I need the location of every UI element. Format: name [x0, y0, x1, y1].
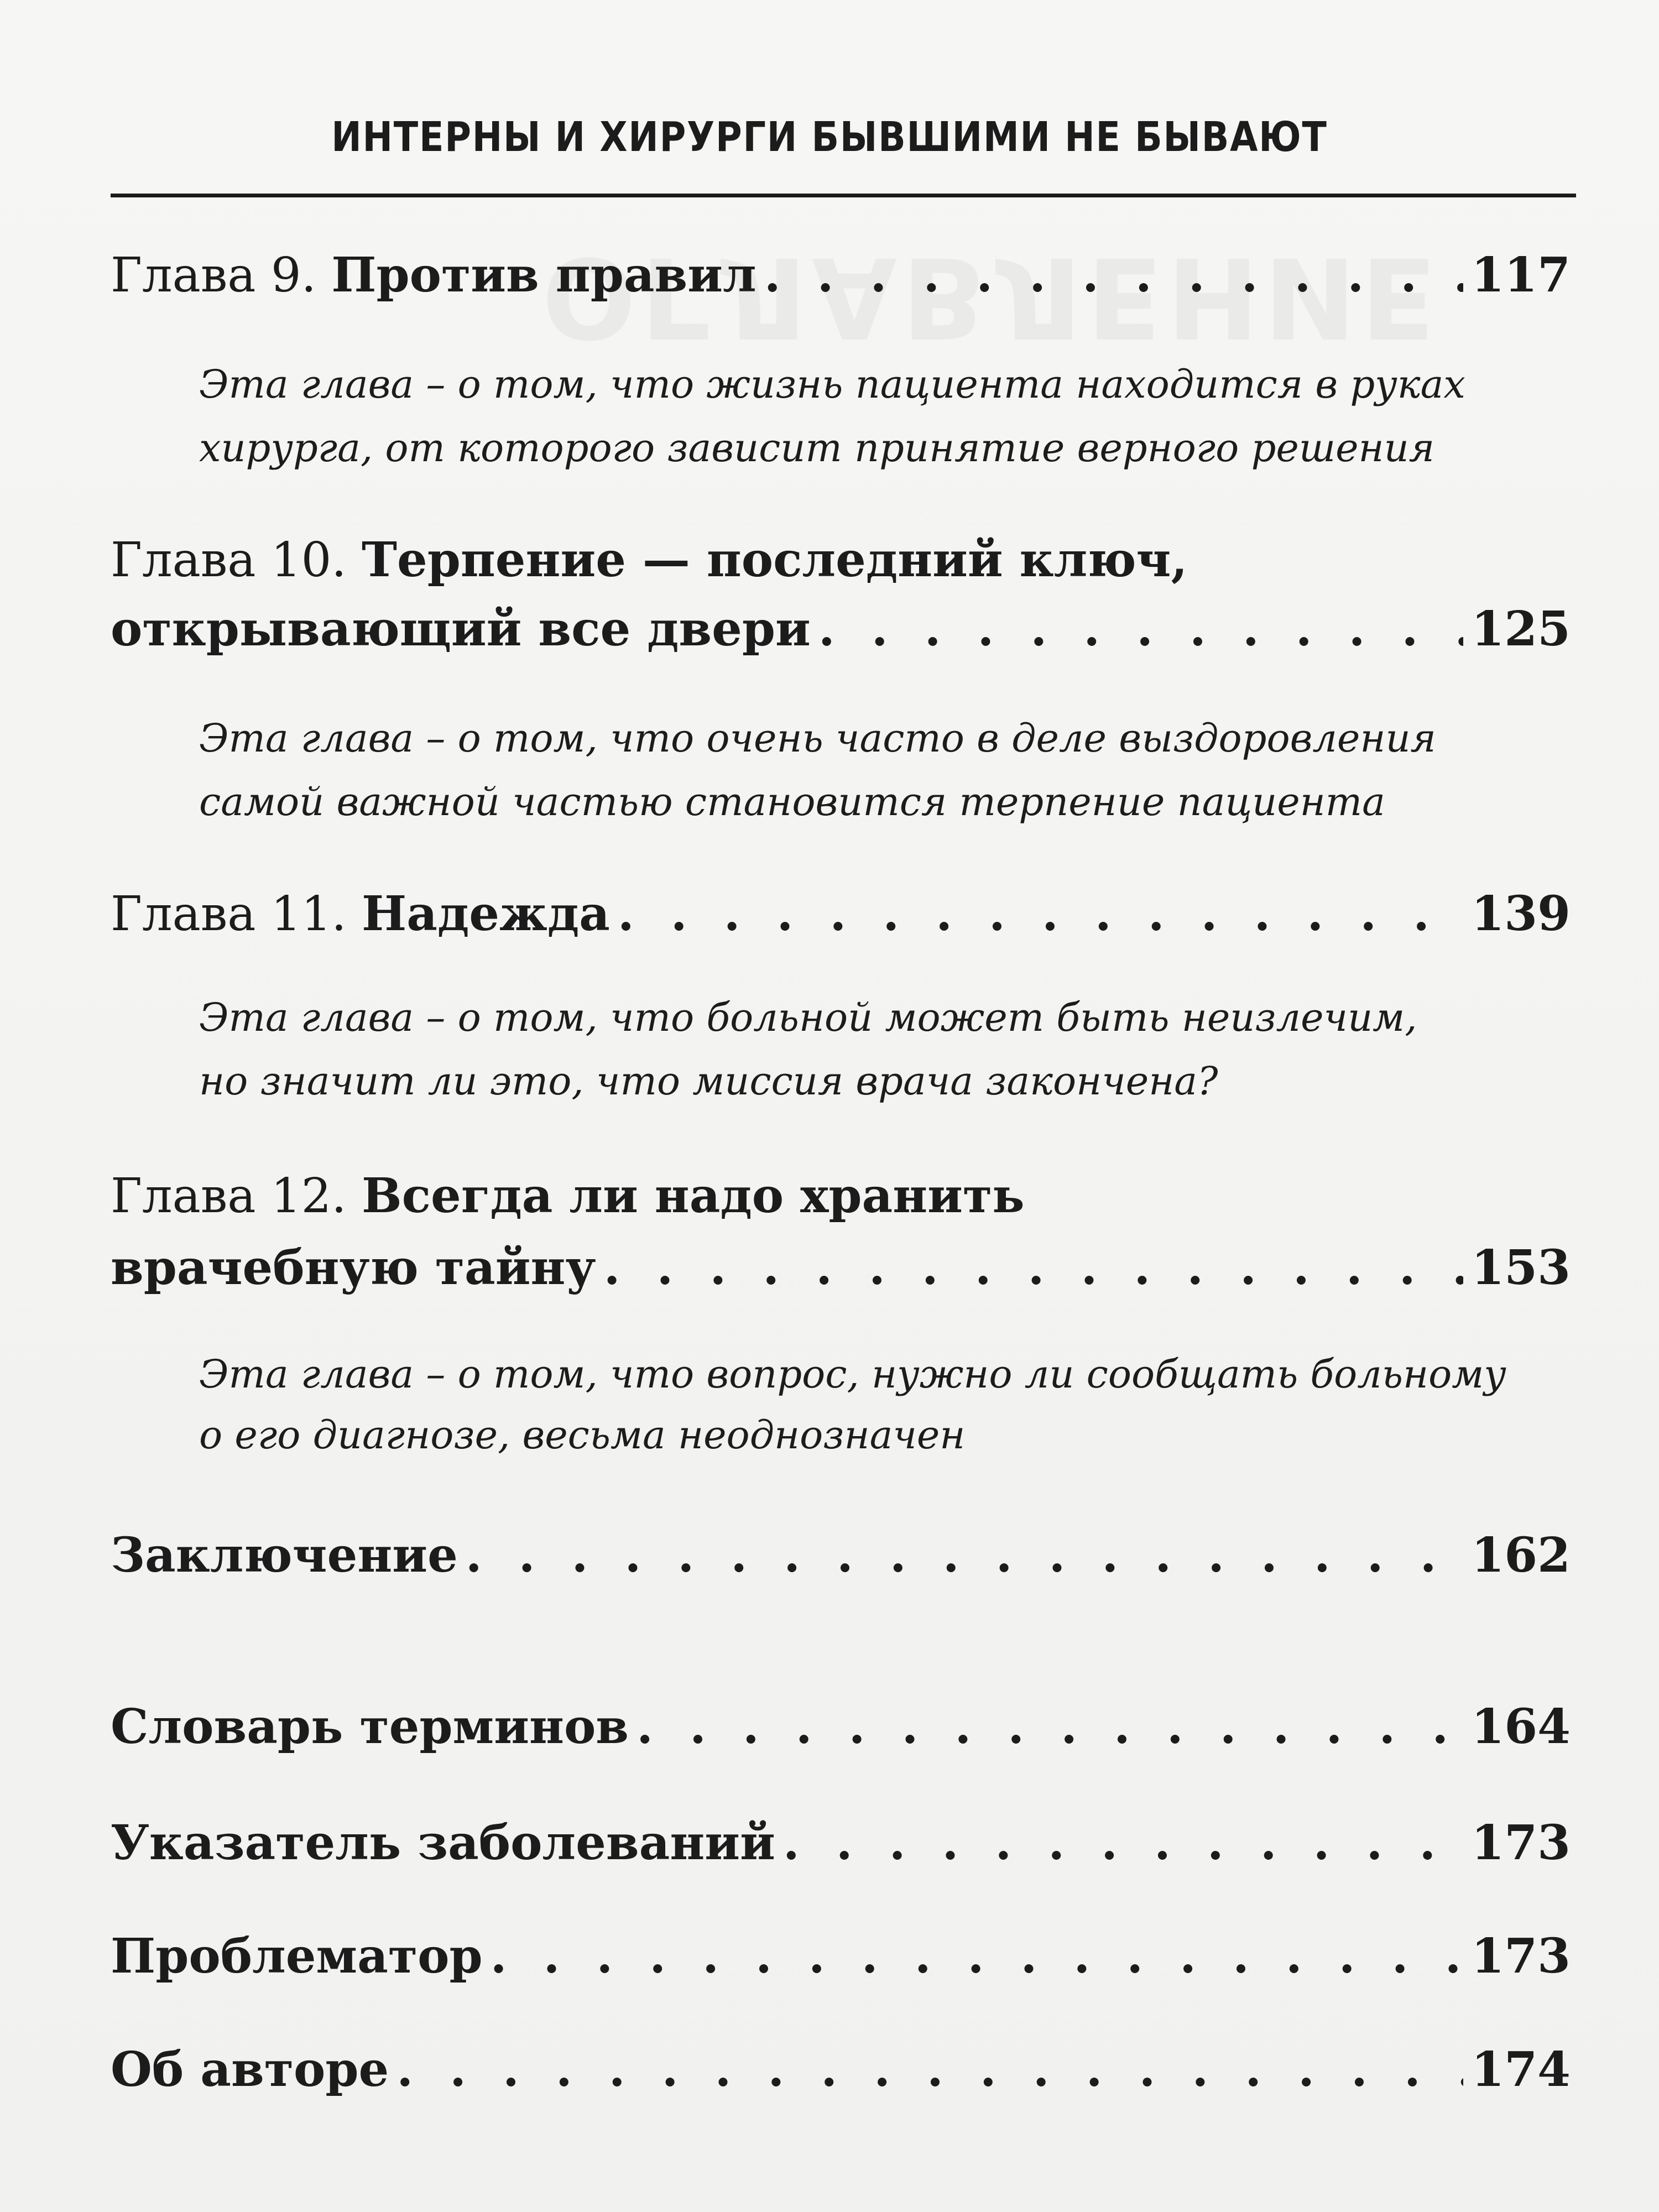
- toc-entry-chapter-10-line1: [111, 532, 1188, 588]
- page-number: 117: [1471, 247, 1571, 303]
- leader-dots: [783, 1819, 1464, 1867]
- chapter-description-line: Эта глава – о том, что жизнь пациента находится в руках: [199, 362, 1465, 407]
- toc-entry-chapter-11: [111, 886, 1571, 942]
- leader-dots: [466, 1532, 1464, 1579]
- toc-entry-conclusion: [111, 1527, 1571, 1583]
- section-title: Словарь терминов: [111, 1699, 629, 1755]
- chapter-description-line: хирурга, от которого зависит принятие верного решения: [199, 425, 1435, 471]
- page-number: 139: [1471, 886, 1571, 942]
- section-title: Заключение: [111, 1527, 458, 1583]
- toc-entry-chapter-9: [111, 247, 1571, 303]
- page-number: 153: [1471, 1240, 1571, 1296]
- toc-entry-chapter-12-line1: [111, 1168, 1025, 1224]
- page-number: 173: [1471, 1928, 1571, 1984]
- toc-entry-problemator: [111, 1928, 1571, 1984]
- chapter-title: Против правил: [331, 247, 757, 303]
- page-number: 174: [1471, 2042, 1571, 2098]
- page-number: 173: [1471, 1815, 1571, 1871]
- leader-dots: [604, 1244, 1464, 1292]
- chapter-description-line: Эта глава – о том, что очень часто в деле выздоровления: [199, 716, 1436, 761]
- running-head: ИНТЕРНЫ И ХИРУРГИ БЫВШИМИ НЕ БЫВАЮТ: [331, 113, 1328, 161]
- toc-entry-chapter-12-line2: [111, 1240, 1571, 1296]
- chapter-label: Глава 11.: [111, 886, 362, 942]
- page-number: 125: [1471, 601, 1571, 657]
- chapter-title: Всегда ли надо хранить: [361, 1168, 1025, 1224]
- section-title: Указатель заболеваний: [111, 1815, 775, 1871]
- header-rule: [111, 194, 1576, 197]
- leader-dots: [818, 606, 1464, 653]
- leader-dots: [764, 252, 1464, 299]
- chapter-description-line: Эта глава – о том, что больной может быть неизлечим,: [199, 995, 1417, 1040]
- page-number: 162: [1471, 1527, 1571, 1583]
- page-number: 164: [1471, 1699, 1571, 1755]
- section-title: Об авторе: [111, 2042, 389, 2098]
- chapter-description-line: самой важной частью становится терпение пациента: [199, 779, 1385, 825]
- chapter-title: открывающий все двери: [111, 601, 811, 657]
- leader-dots: [618, 890, 1464, 938]
- chapter-label: Глава 9.: [111, 248, 332, 303]
- chapter-title: Надежда: [361, 886, 610, 942]
- chapter-title: врачебную тайну: [111, 1240, 596, 1296]
- toc-entry-disease-index: [111, 1815, 1571, 1871]
- chapter-description-line: Эта глава – о том, что вопрос, нужно ли сообщать больному: [199, 1352, 1506, 1397]
- leader-dots: [491, 1933, 1464, 1980]
- toc-entry-about-author: [111, 2042, 1571, 2098]
- chapter-label: Глава 10.: [111, 533, 362, 588]
- toc-entry-chapter-10-line2: [111, 601, 1571, 657]
- toc-entry-glossary: [111, 1699, 1571, 1755]
- leader-dots: [397, 2046, 1463, 2094]
- chapter-title: Терпение — последний ключ,: [361, 532, 1188, 588]
- section-title: Проблематор: [111, 1928, 483, 1984]
- chapter-description-line: но значит ли это, что миссия врача закончена?: [199, 1058, 1218, 1104]
- chapter-label: Глава 12.: [111, 1168, 362, 1224]
- leader-dots: [637, 1703, 1463, 1751]
- chapter-description-line: о его диагнозе, весьма неоднозначен: [199, 1412, 966, 1458]
